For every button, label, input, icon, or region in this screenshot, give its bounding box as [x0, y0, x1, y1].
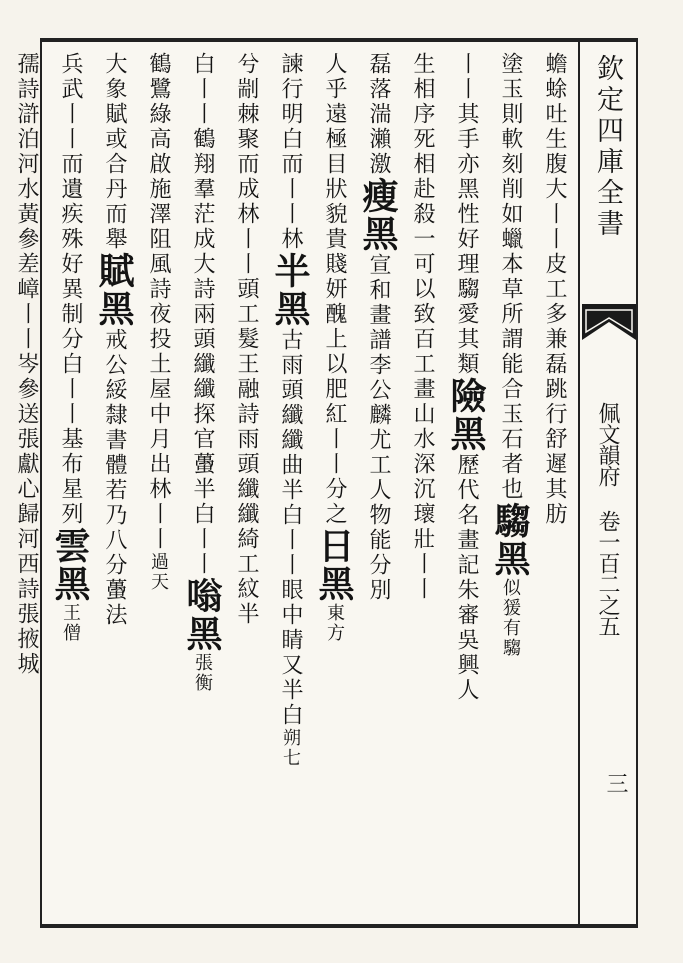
annotation-text: 似猨有騶	[500, 578, 521, 658]
entry-text: 丨丨其手亦黑性好理騶愛其類	[454, 52, 479, 377]
text-column	[488, 52, 532, 912]
volume-label: 佩文韻府 卷一百二之五	[595, 402, 620, 636]
annotation-text: 過天	[148, 552, 169, 592]
entry-text: 狀貌貴賤妍醜上以肥紅丨丨分之	[322, 177, 347, 527]
annotation-text: 東方	[324, 603, 345, 643]
text-column	[224, 52, 268, 912]
entry-text: 蟾蜍吐生腹大丨丨皮工多兼磊跳行舒遲其肪	[542, 52, 567, 527]
entry-text: 戒公綏隸書體若乃八分蠆法	[102, 328, 127, 628]
entry-text: 宣和畫譜李公麟尤工人物能分別	[366, 253, 391, 603]
entry-text: 兮剬棘聚而成林	[234, 52, 259, 227]
headword: 賦黑	[93, 252, 135, 328]
entry-text: 諫行明白而丨丨林	[278, 52, 303, 252]
entry-text: 孺詩滸泊河水黃參差嶂丨丨岑參送張獻心歸河西詩張掖城	[14, 52, 39, 677]
headword: 半黑	[269, 252, 311, 328]
entry-text: 磊落湍瀨激	[366, 52, 391, 177]
entry-text: 殊好異制分白丨丨基布星列	[58, 227, 83, 527]
headword: 瘦黑	[357, 177, 399, 253]
page-number: 三	[603, 772, 628, 794]
annotation-text: 朔七	[280, 728, 301, 768]
fishtail-ornament	[582, 304, 636, 394]
annotation-text: 張衡	[192, 653, 213, 693]
text-column	[312, 52, 356, 912]
entry-text: 工畫山水深沉瓌壯丨丨	[410, 352, 435, 602]
entry-text: 兵武丨丨而遺疾	[58, 52, 83, 227]
annotation-text: 王僧	[60, 603, 81, 643]
text-column	[92, 52, 136, 912]
entry-text: 丨丨頭工髮王融詩雨頭纖纖綺工紋半	[234, 227, 259, 627]
book-title: 欽定四庫全書	[592, 54, 623, 240]
text-column	[444, 52, 488, 912]
text-column	[4, 52, 48, 912]
entry-text: 生相序死相赴殺一可以致百	[410, 52, 435, 352]
text-column	[268, 52, 312, 912]
text-column	[48, 52, 92, 912]
book-page	[14, 38, 638, 928]
entry-text: 大象賦或合丹而舉	[102, 52, 127, 252]
page-margin-strip	[578, 42, 636, 924]
text-column	[532, 52, 576, 912]
entry-text: 人乎遠極目	[322, 52, 347, 177]
entry-text: 鶴鷺綠高啟施澤阻風詩夜投土屋中月出林丨丨	[146, 52, 171, 552]
headword: 嗡黑	[181, 577, 223, 653]
text-column	[180, 52, 224, 912]
entry-text: 歷代名畫記朱審吳興人	[454, 453, 479, 703]
headword: 騶黑	[489, 502, 531, 578]
text-column	[356, 52, 400, 912]
entry-text: 白丨丨鶴翔羣茫成大詩兩頭纖纖探官蠆半白丨丨	[190, 52, 215, 577]
text-body	[14, 52, 576, 912]
text-column	[136, 52, 180, 912]
entry-text: 塗玉則軟刻削如蠟本草所謂能合玉石者也	[498, 52, 523, 502]
headword: 雲黑	[49, 527, 91, 603]
text-column	[400, 52, 444, 912]
entry-text: 古雨頭纖纖曲半白丨丨眼中睛又半白	[278, 328, 303, 728]
headword: 日黑	[313, 527, 355, 603]
headword: 險黑	[445, 377, 487, 453]
